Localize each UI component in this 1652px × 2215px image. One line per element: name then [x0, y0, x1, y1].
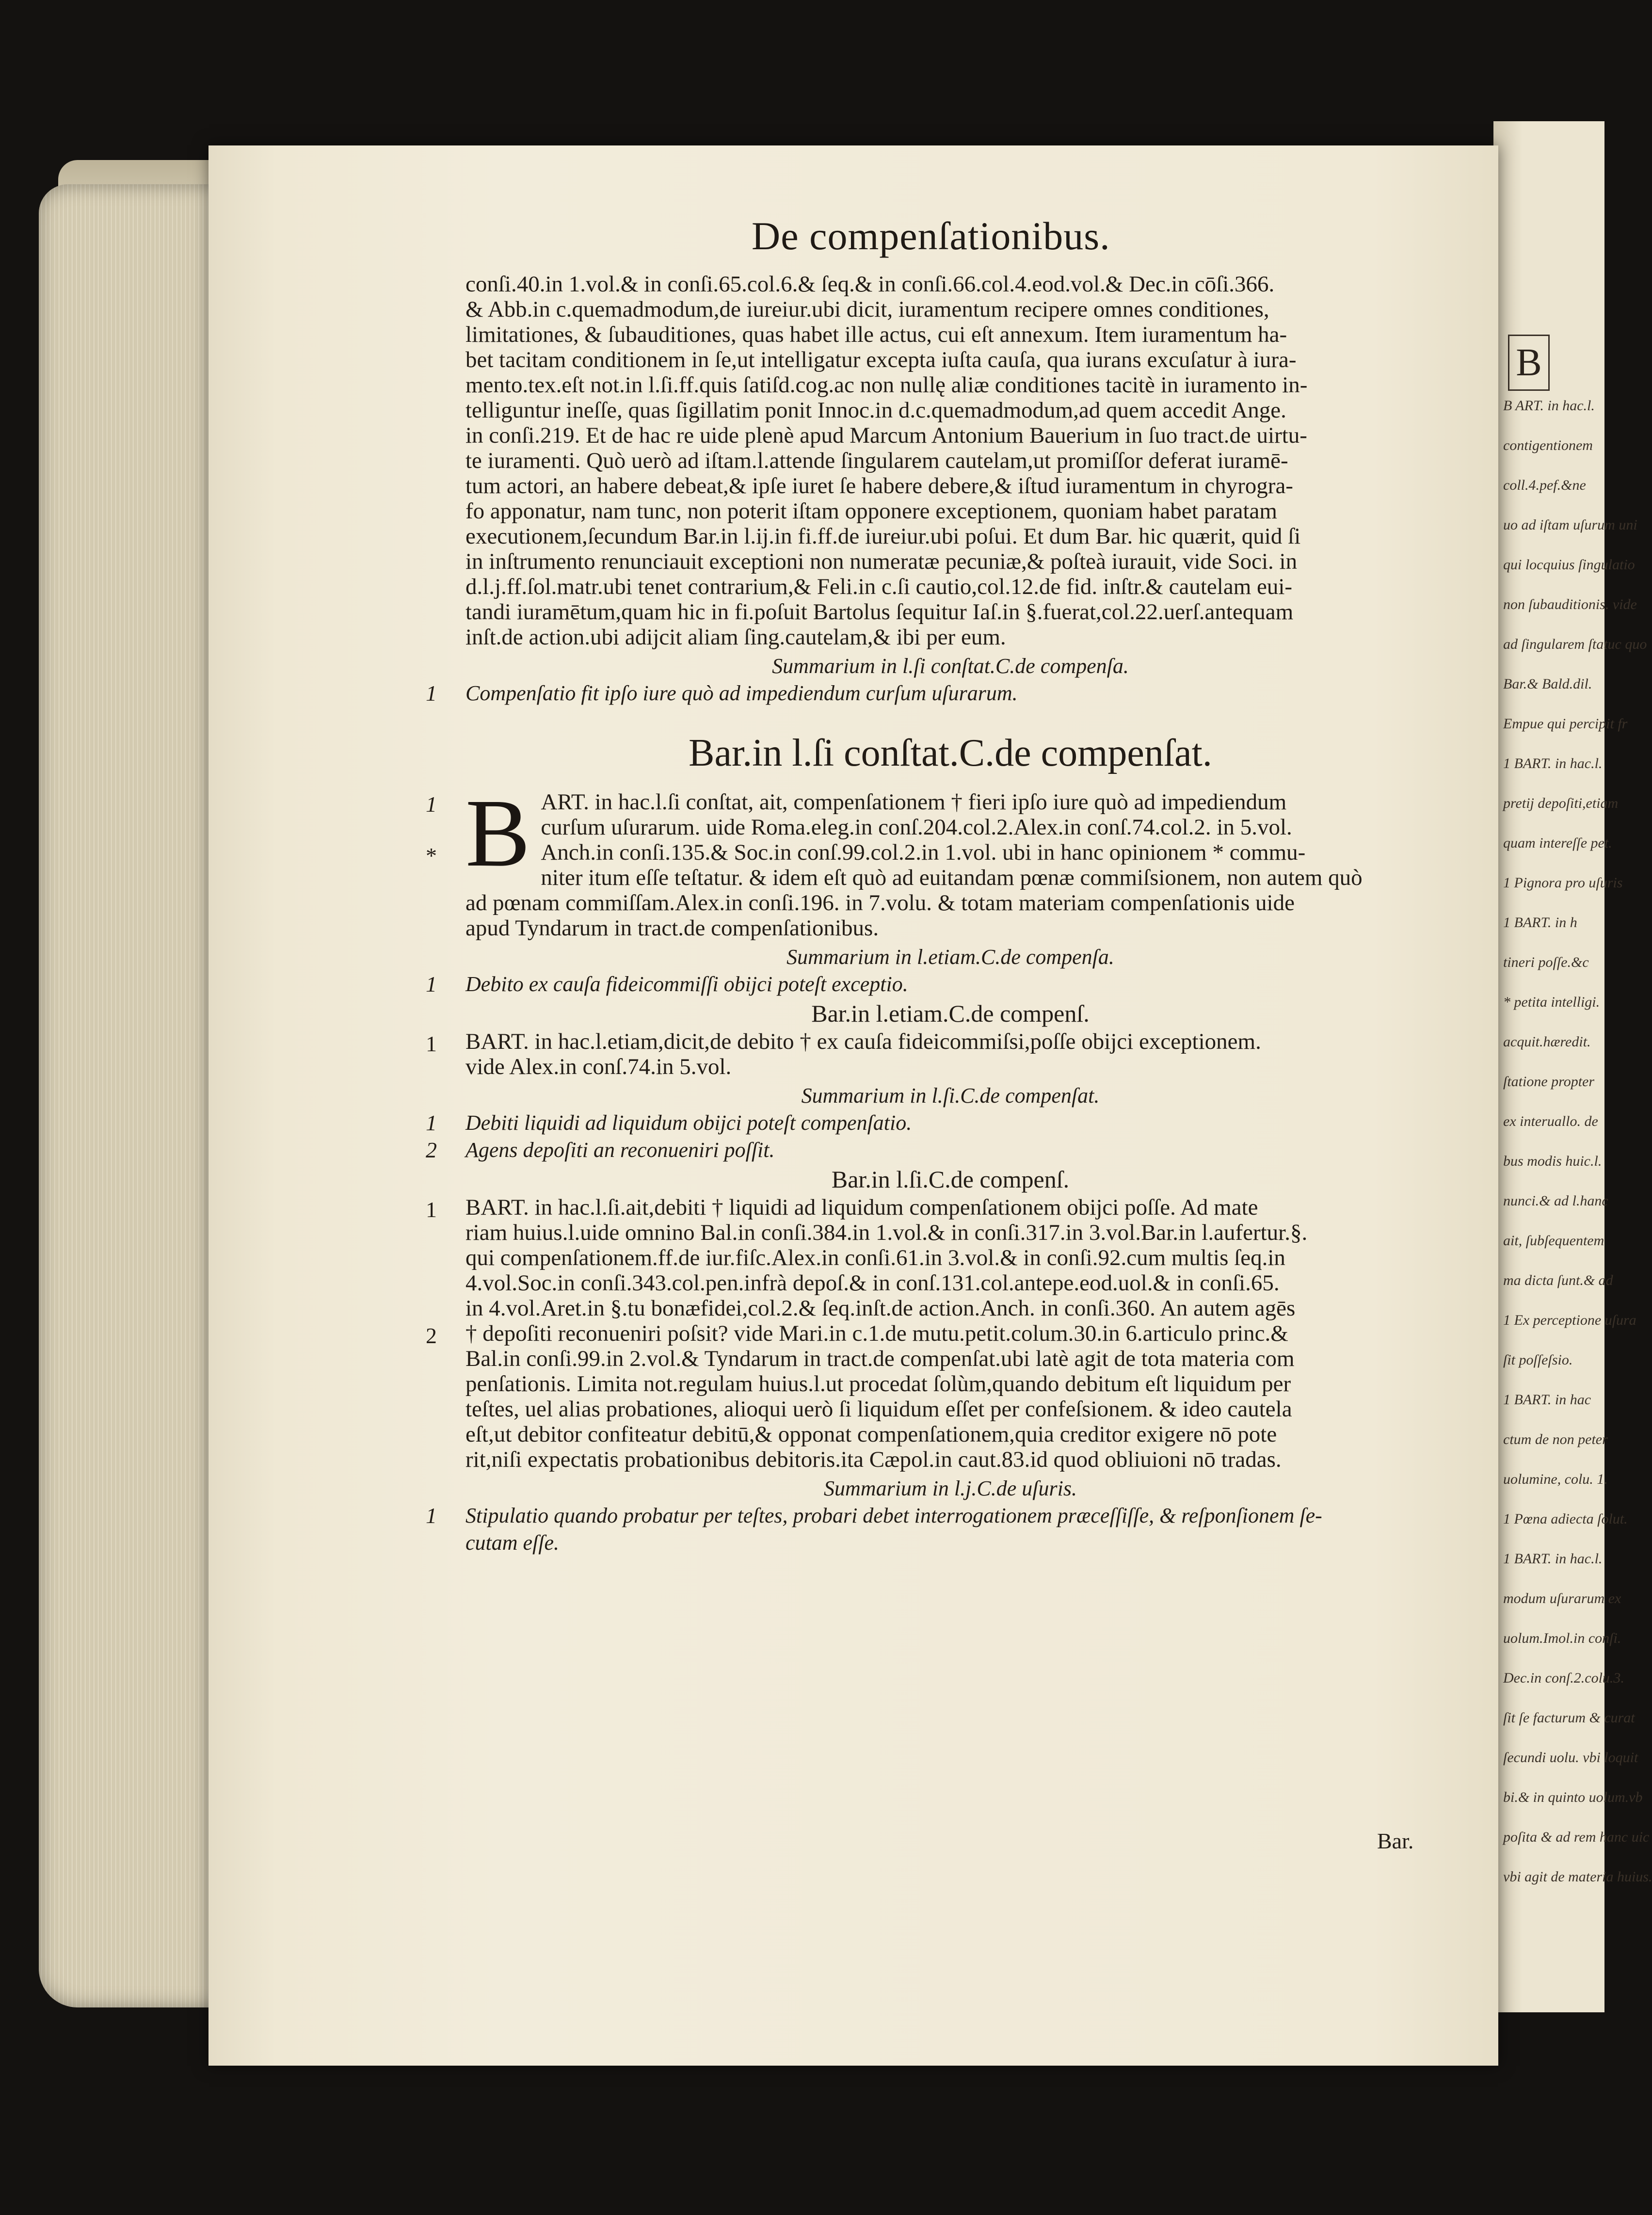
facing-page-line: nunci.& ad l.hanc	[1503, 1193, 1608, 1209]
facing-page-line: vbi agit de materia huius.	[1503, 1869, 1652, 1885]
text-line: curſum uſurarum. uide Roma.eleg.in conſ.204.col.2.Alex.in conſ.74.col.2. in 5.vol.	[541, 815, 1292, 840]
text-line: † depoſiti reconueniri poſsit? vide Mari.in c.1.de mutu.petit.colum.30.in 6.articulo princ.&	[465, 1321, 1288, 1346]
text-line: penſationis. Limita not.regulam huius.l.ut procedat ſolùm,quando debitum eſt liquidum per	[465, 1371, 1291, 1396]
facing-page-line: Dec.in conſ.2.colu.3.	[1503, 1670, 1624, 1686]
facing-page-line: ſecundi uolu. vbi loquit	[1503, 1750, 1638, 1766]
facing-page-line: 1 BART. in hac	[1503, 1392, 1591, 1408]
summary-item-number: 1	[426, 1110, 437, 1135]
text-line: BART. in hac.l.etiam,dicit,de debito † ex cauſa fideicommiſsi,poſſe obijci exceptionem.	[465, 1029, 1261, 1054]
text-line: ad pœnam commiſſam.Alex.in conſi.196. in 7.volu. & totam materiam compenſationis uide	[465, 890, 1295, 915]
catchword: Bar.	[1377, 1829, 1414, 1853]
section-paragraph	[426, 1195, 1435, 1472]
margin-number: 1	[426, 1031, 437, 1056]
summary-item-text: Compenſatio fit ipſo iure quò ad impediendum curſum uſurarum.	[465, 681, 1018, 705]
section-paragraph	[426, 780, 1435, 941]
margin-number: 1	[426, 1197, 437, 1222]
facing-page-line: poſita & ad rem hanc uic	[1503, 1829, 1650, 1845]
summary-title: Summarium in l.ſi.C.de compenſat.	[801, 1084, 1100, 1108]
facing-page-line: 1 BART. in h	[1503, 915, 1577, 931]
facing-page-line: uolum.Imol.in conſi.	[1503, 1630, 1621, 1646]
facing-page-line: 1 BART. in hac.l.	[1503, 1551, 1603, 1567]
summary-item	[426, 971, 1435, 998]
section-paragraph	[426, 1029, 1435, 1079]
text-line: in 4.vol.Aret.in §.tu bonæfidei,col.2.& ſeq.inſt.de action.Anch. in conſi.360. An autem agēs	[465, 1296, 1296, 1321]
summary-title: Summarium in l.ſi conſtat.C.de compenſa.	[772, 654, 1129, 678]
facing-page-line: 1 BART. in hac.l.	[1503, 755, 1603, 771]
text-line: conſi.40.in 1.vol.& in conſi.65.col.6.& ſeq.& in conſi.66.col.4.eod.vol.& Dec.in cōſi.366.	[465, 272, 1275, 297]
text-line: apud Tyndarum in tract.de compenſationibus.	[465, 915, 879, 941]
text-line: fo apponatur, nam tunc, non poterit iſtam opponere exceptionem, quoniam habet paratam	[465, 498, 1277, 524]
drop-cap: B	[465, 780, 530, 887]
facing-page-line: ma dicta ſunt.& ad	[1503, 1272, 1613, 1288]
text-line: Bal.in conſi.99.in 2.vol.& Tyndarum in tract.de compenſat.ubi latè agit de tota materia com	[465, 1346, 1295, 1371]
text-line: vide Alex.in conſ.74.in 5.vol.	[465, 1054, 732, 1079]
facing-page-line: ait, ſubſequentem	[1503, 1233, 1604, 1249]
text-line: tandi iuramētum,quam hic in fi.poſuit Bartolus ſequitur Iaſ.in §.fuerat,col.22.uerſ.antequam	[465, 599, 1294, 625]
margin-number: 1	[426, 792, 437, 817]
text-line: in conſi.219. Et de hac re uide plenè apud Marcum Antonium Bauerium in ſuo tract.de uirtu-	[465, 423, 1307, 448]
text-line: limitationes, & ſubauditiones, quas habet ille actus, cui eſt annexum. Item iuramentum ha-	[465, 322, 1287, 347]
text-line: tum actori, an habere debeat,& ipſe iuret ſe habere debere,& iſtud iuramentum in chyrogra-	[465, 473, 1293, 498]
summary-block-1	[426, 653, 1435, 707]
summary-item-text: Debito ex cauſa fideicommiſſi obijci poteſt exceptio.	[465, 972, 908, 996]
facing-page-line: ex interuallo. de	[1503, 1113, 1598, 1129]
summary-item-text: Stipulatio quando probatur per teſtes, probari debet interrogationem præceſſiſſe, & reſponſionem ſe-	[465, 1504, 1322, 1527]
summary-item	[426, 1137, 1435, 1164]
text-line: ART. in hac.l.ſi conſtat, ait, compenſationem † fieri ipſo iure quò ad impediendum	[541, 789, 1287, 815]
facing-page-line: 1 Ex perceptione uſura	[1503, 1312, 1636, 1328]
text-line: executionem,ſecundum Bar.in l.ij.in fi.ff.de iureiur.ubi poſui. Et dum Bar. hic quærit, quid ſi	[465, 524, 1301, 549]
facing-page-line: ad ſingularem ſtatuc quo	[1503, 636, 1647, 652]
text-line: telliguntur ineſſe, quas ſigillatim ponit Innoc.in d.c.quemadmodum,ad quem accedit Ange.	[465, 398, 1286, 423]
facing-page-line: B ART. in hac.l.	[1503, 398, 1595, 414]
text-line: te iuramenti. Quò uerò ad iſtam.l.attende ſingularem cautelam,ut promiſſor deferat iuramē-	[465, 448, 1288, 473]
text-line: teſtes, uel alias probationes, alioqui uerò ſi liquidum eſſet per confeſsionem. & ideo cautela	[465, 1396, 1292, 1422]
summary-item	[426, 1109, 1435, 1137]
facing-page-line: qui locquius ſingulatio	[1503, 557, 1635, 573]
summary-item-number: 1	[426, 1503, 437, 1528]
facing-page-line: modum uſurarum ex	[1503, 1590, 1621, 1606]
margin-number: 2	[426, 1323, 437, 1348]
text-line: BART. in hac.l.ſi.ait,debiti † liquidi ad liquidum compenſationem obijci poſſe. Ad mate	[465, 1195, 1258, 1220]
text-line: mento.tex.eſt not.in l.ſi.ff.quis ſatiſd.cog.ac non nullę aliæ conditiones tacitè in iuramento in-	[465, 372, 1308, 398]
summary-item	[426, 680, 1435, 707]
summary-item-number: 2	[426, 1138, 437, 1162]
section-title: Bar.in l.etiam.C.de compenſ.	[811, 1000, 1090, 1027]
facing-page-line: 1 Pignora pro uſuris	[1503, 875, 1623, 891]
summary-item	[426, 1502, 1435, 1529]
facing-page-line: ſit ſe facturum & curat	[1503, 1710, 1635, 1726]
facing-dropcap: B	[1508, 335, 1550, 391]
summary-item-number: 1	[426, 681, 437, 706]
margin-asterisk: *	[426, 843, 437, 868]
facing-page-line: pretij depoſiti,etiam	[1503, 795, 1619, 811]
text-line: bet tacitam conditionem in ſe,ut intelligatur excepta iuſta cauſa, qua iurans excuſatur à iura-	[465, 347, 1297, 372]
facing-page-line: uolumine, colu. 1.	[1503, 1471, 1608, 1487]
facing-page-line: * petita intelligi.	[1503, 994, 1600, 1010]
text-line: d.l.j.ff.ſol.matr.ubi tenet contrarium,& Feli.in c.ſi cautio,col.12.de fid. inſtr.& cautelam eui-	[465, 574, 1293, 599]
text-line: in inſtrumento renunciauit exceptioni non numeratæ pecuniæ,& poſteà iurauit, vide Soci. in	[465, 549, 1298, 574]
facing-page-line: quam intereſſe pet.	[1503, 835, 1612, 851]
facing-page-line: ſit poſſeſsio.	[1503, 1352, 1573, 1368]
summary-block-3	[426, 1082, 1435, 1164]
facing-page-line: bus modis huic.l.	[1503, 1153, 1602, 1169]
facing-page-line: tineri poſſe.&c	[1503, 954, 1589, 970]
facing-page-line: ctum de non peter	[1503, 1431, 1608, 1447]
facing-page-line: bi.& in quinto uolum.vb	[1503, 1789, 1643, 1805]
facing-page-line: Bar.& Bald.dil.	[1503, 676, 1592, 692]
facing-page-line: ſtatione propter	[1503, 1074, 1595, 1090]
summary-item-text: Agens depoſiti an reconueniri poſſit.	[465, 1138, 775, 1162]
page-body	[426, 272, 1435, 1557]
text-line: eſt,ut debitor confiteatur debitū,& opponat compenſationem,quia creditor exigere nō pote	[465, 1422, 1277, 1447]
summary-item-text: cutam eſſe.	[465, 1531, 560, 1555]
summary-item	[465, 1529, 1435, 1557]
text-line: 4.vol.Soc.in conſi.343.col.pen.infrà depoſ.& in conſ.131.col.antepe.eod.uol.& in conſi.65.	[465, 1270, 1280, 1296]
section-title: Bar.in l.ſi conſtat.C.de compenſat.	[689, 732, 1212, 774]
summary-block-2	[426, 944, 1435, 998]
text-line: inſt.de action.ubi adijcit aliam ſing.cautelam,& ibi per eum.	[465, 625, 1006, 650]
text-line: Anch.in conſi.135.& Soc.in conſ.99.col.2.in 1.vol. ubi in hanc opinionem * commu-	[541, 840, 1306, 865]
text-line: rit,niſi expectatis probationibus debitoris.ita Cæpol.in caut.83.id quod obliuioni nō tradas.	[465, 1447, 1282, 1472]
facing-page-line: acquit.hæredit.	[1503, 1034, 1591, 1050]
summary-title: Summarium in l.j.C.de uſuris.	[824, 1477, 1077, 1500]
summary-block-4	[426, 1475, 1435, 1557]
facing-page-line: uo ad iſtam uſurum uni	[1503, 517, 1637, 533]
running-head: De compenſationibus.	[752, 214, 1110, 258]
section-title: Bar.in l.ſi.C.de compenſ.	[831, 1166, 1070, 1193]
facing-page-line: contigentionem	[1503, 437, 1593, 453]
facing-page-line: non ſubauditionis. vide	[1503, 596, 1637, 612]
facing-page	[1493, 121, 1652, 2012]
summary-item-text: Debiti liquidi ad liquidum obijci poteſt compenſatio.	[465, 1111, 912, 1135]
text-line: riam huius.l.uide omnino Bal.in conſi.384.in 1.vol.& in conſi.317.in 3.vol.Bar.in l.aufertur.§.	[465, 1220, 1308, 1245]
facing-page-line: coll.4.pef.&ne	[1503, 477, 1586, 493]
text-line: & Abb.in c.quemadmodum,de iureiur.ubi dicit, iuramentum recipere omnes conditiones,	[465, 297, 1269, 322]
summary-title: Summarium in l.etiam.C.de compenſa.	[786, 945, 1114, 969]
text-line: niter itum eſſe teſtatur. & idem eſt quò ad euitandam pœnæ commiſsionem, non autem quò	[541, 865, 1363, 890]
facing-page-line: Empue qui percipit fr	[1503, 716, 1628, 732]
text-line: qui compenſationem.ff.de iur.fiſc.Alex.in conſi.61.in 3.vol.& in conſi.92.cum multis ſeq.in	[465, 1245, 1285, 1270]
continuation-paragraph	[465, 272, 1435, 650]
summary-item-number: 1	[426, 972, 437, 996]
facing-page-line: 1 Pœna adiecta ſolut.	[1503, 1511, 1628, 1527]
